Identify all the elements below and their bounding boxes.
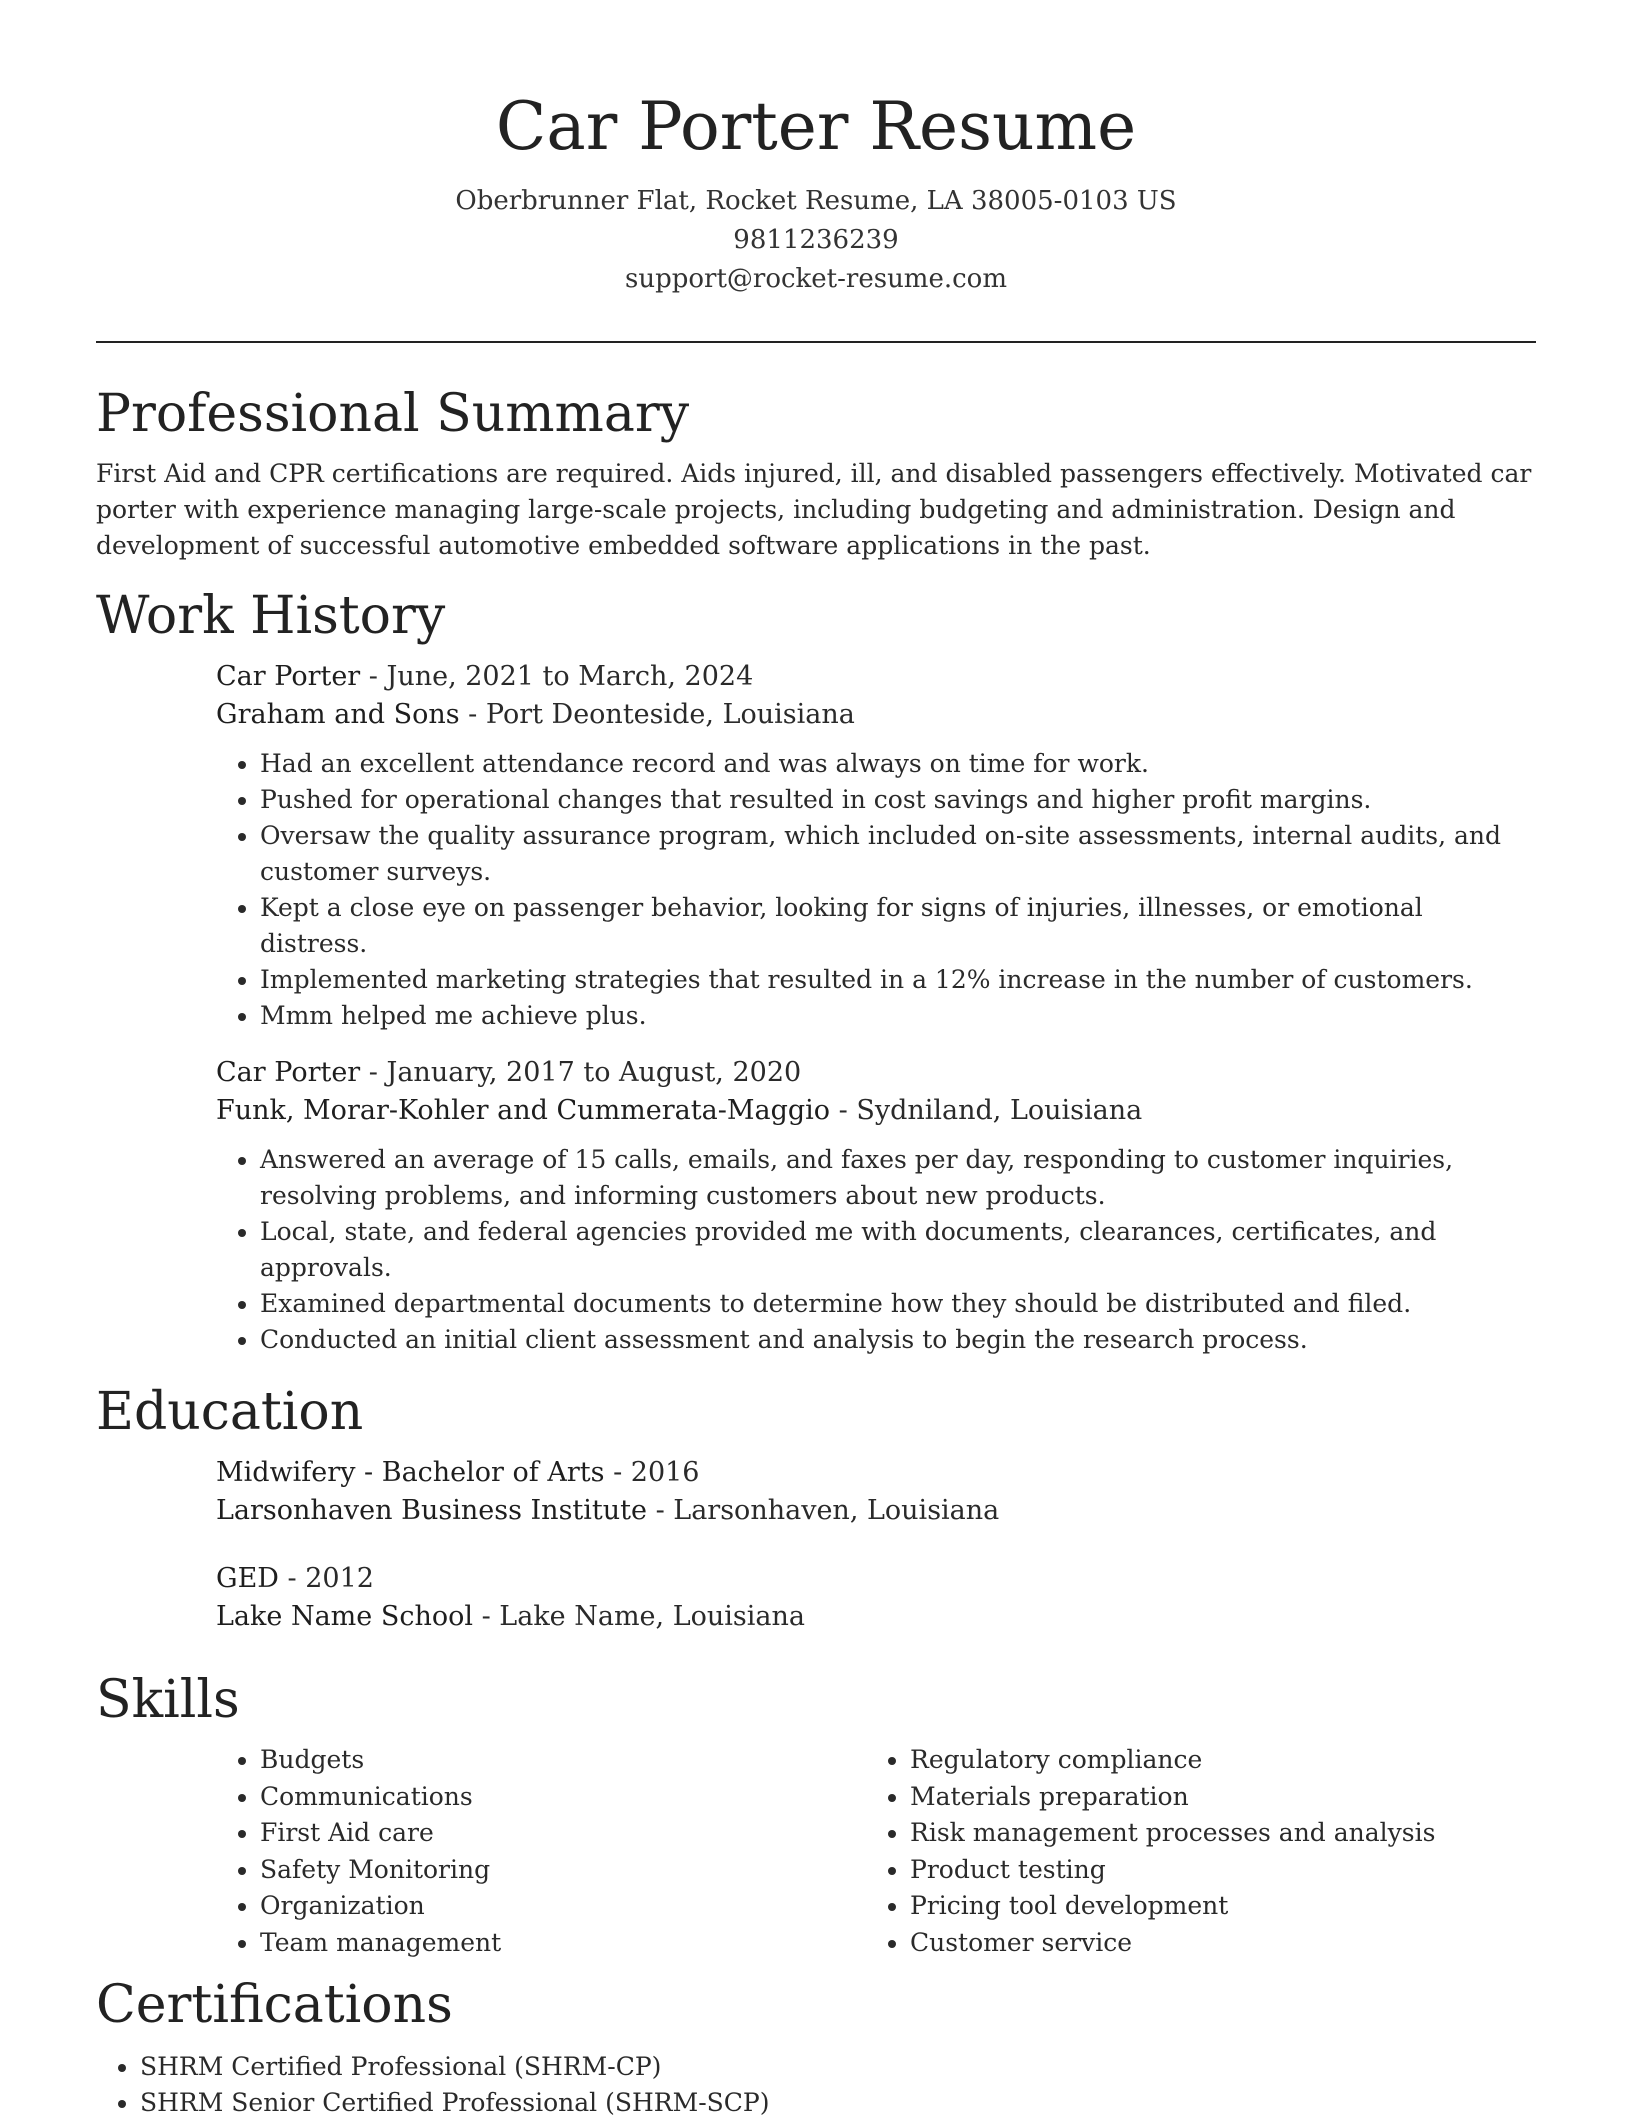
- education-degree-line: [216, 1454, 1536, 1492]
- education-year: - 2016: [604, 1457, 700, 1488]
- list-item: • Answered an average of 15 calls, emails, and faxes per day, responding to customer inquiries, resolving problems, and informing customers about new products.: [260, 1142, 1536, 1214]
- education-degree: GED: [216, 1563, 279, 1594]
- list-item: • Organization: [260, 1888, 866, 1925]
- job-title-line: [216, 658, 1536, 696]
- job-company: Funk, Morar-Kohler and Cummerata-Maggio: [216, 1095, 831, 1126]
- job-title: Car Porter: [216, 1057, 361, 1088]
- skills-column-right: [866, 1742, 1516, 1961]
- list-item: • Had an excellent attendance record and was always on time for work.: [260, 746, 1536, 782]
- header-divider: [96, 341, 1536, 343]
- education-location: - Lake Name, Louisiana: [473, 1601, 805, 1632]
- skills-list: [216, 1742, 866, 1961]
- education-location: - Larsonhaven, Louisiana: [646, 1495, 1000, 1526]
- list-item: • Budgets: [260, 1742, 866, 1779]
- skills-columns: [216, 1742, 1536, 1961]
- job-company-line: [216, 1092, 1536, 1130]
- list-item: • Risk management processes and analysis: [910, 1815, 1516, 1852]
- job-dates: - June, 2021 to March, 2024: [360, 661, 754, 692]
- certifications-heading: Certifications: [96, 1975, 453, 2035]
- job-dates: - January, 2017 to August, 2020: [360, 1057, 802, 1088]
- education-school-line: [216, 1492, 1536, 1530]
- job-location: - Sydniland, Louisiana: [830, 1095, 1143, 1126]
- job-company: Graham and Sons: [216, 699, 460, 730]
- education-school: Lake Name School: [216, 1601, 473, 1632]
- contact-email: support@rocket-resume.com: [624, 264, 1007, 294]
- list-item: • Conducted an initial client assessment and analysis to begin the research process.: [260, 1322, 1536, 1358]
- education-heading: Education: [96, 1382, 364, 1442]
- list-item: • First Aid care: [260, 1815, 866, 1852]
- certifications-list: [96, 2049, 1536, 2121]
- list-item: • Oversaw the quality assurance program, which included on-site assessments, internal audits, and customer surveys.: [260, 818, 1536, 890]
- list-item: • Examined departmental documents to determine how they should be distributed and filed.: [260, 1286, 1536, 1322]
- summary-text: First Aid and CPR certifications are required. Aids injured, ill, and disabled passengers effectively. Motivated car porter with experience managing large-scale projects, including budgeting and administration. Design and development of successful automotive embedded software applications in the past.: [96, 459, 1532, 560]
- job-company-line: [216, 696, 1536, 734]
- list-item: • Mmm helped me achieve plus.: [260, 998, 1536, 1034]
- job-entry: [216, 658, 1536, 1034]
- education-year: - 2012: [278, 1563, 374, 1594]
- list-item: • Pushed for operational changes that resulted in cost savings and higher profit margins.: [260, 782, 1536, 818]
- job-duties-list: [216, 1142, 1536, 1358]
- list-item: • Product testing: [910, 1852, 1516, 1889]
- skills-list: [866, 1742, 1516, 1961]
- resume-title: Car Porter Resume: [495, 88, 1137, 165]
- education-entry: [216, 1454, 1536, 1530]
- education-degree-line: [216, 1560, 1536, 1598]
- skills-heading: Skills: [96, 1670, 240, 1730]
- list-item: • Regulatory compliance: [910, 1742, 1516, 1779]
- job-entry: [216, 1054, 1536, 1358]
- summary-heading: Professional Summary: [96, 384, 690, 444]
- resume-header: [96, 86, 1536, 299]
- list-item: • Safety Monitoring: [260, 1852, 866, 1889]
- job-duties-list: [216, 746, 1536, 1034]
- list-item: • Kept a close eye on passenger behavior, looking for signs of injuries, illnesses, or emotional distress.: [260, 890, 1536, 962]
- list-item: • SHRM Certified Professional (SHRM-CP): [140, 2049, 1536, 2085]
- list-item: • SHRM Senior Certified Professional (SHRM-SCP): [140, 2085, 1536, 2121]
- list-item: • Pricing tool development: [910, 1888, 1516, 1925]
- list-item: • Materials preparation: [910, 1779, 1516, 1816]
- education-school-line: [216, 1598, 1536, 1636]
- education-degree: Midwifery - Bachelor of Arts: [216, 1457, 605, 1488]
- job-title-line: [216, 1054, 1536, 1092]
- resume-body: [96, 380, 1536, 2121]
- list-item: • Communications: [260, 1779, 866, 1816]
- skills-column-left: [216, 1742, 866, 1961]
- work-history-heading: Work History: [96, 586, 446, 646]
- job-location: - Port Deonteside, Louisiana: [459, 699, 855, 730]
- list-item: • Implemented marketing strategies that resulted in a 12% increase in the number of customers.: [260, 962, 1536, 998]
- contact-address: Oberbrunner Flat, Rocket Resume, LA 38005-0103 US: [455, 186, 1177, 216]
- education-entry: [216, 1560, 1536, 1636]
- list-item: • Local, state, and federal agencies provided me with documents, clearances, certificates, and approvals.: [260, 1214, 1536, 1286]
- job-title: Car Porter: [216, 661, 361, 692]
- contact-phone: 9811236239: [733, 225, 899, 255]
- list-item: • Team management: [260, 1925, 866, 1962]
- list-item: • Customer service: [910, 1925, 1516, 1962]
- education-school: Larsonhaven Business Institute: [216, 1495, 647, 1526]
